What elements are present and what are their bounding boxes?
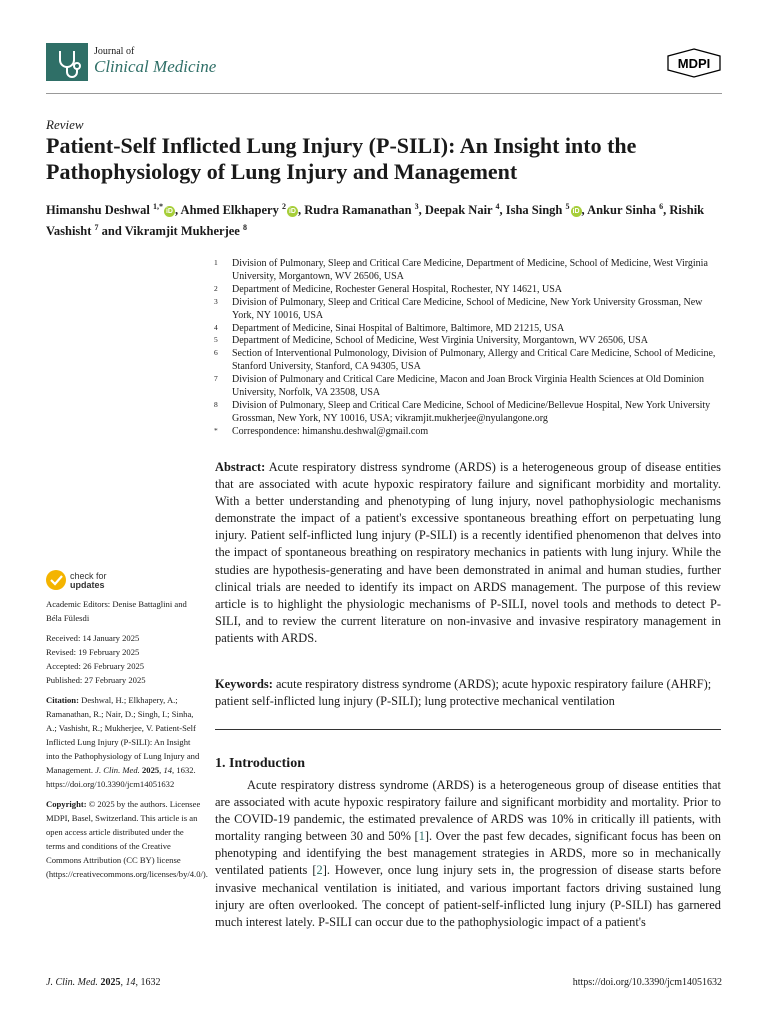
intro-text-2: ]. Over the past few decades, significant focus has been on phenotyping and identifying the best management strategies in ARDS, more so in mechanically ventilated patients [ — [215, 829, 721, 878]
affiliation-number: 3 — [214, 296, 218, 306]
citation-link-2[interactable]: 2 — [316, 863, 323, 878]
affiliation-number: 4 — [214, 322, 218, 332]
author-name[interactable]: Vikramjit Mukherjee $^8$ — [124, 223, 247, 239]
affiliation-item — [214, 284, 724, 297]
author-affiliation-marker: 1,* — [152, 202, 163, 211]
article-title: Patient-Self Inflicted Lung Injury (P-SILI): An Insight into the Pathophysiology of Lung Injury and Management — [46, 133, 637, 184]
publisher-logo[interactable] — [666, 48, 722, 78]
author-affiliation-marker: 3 — [414, 202, 419, 211]
affiliation-text: Division of Pulmonary, Sleep and Critical Care Medicine, School of Medicine, New York University Grossman, New York, NY 10016, USA — [232, 296, 703, 321]
mdpi-logo-icon — [666, 48, 722, 78]
keywords-label: Keywords: — [215, 677, 273, 691]
citation-doi[interactable]: 1632. https://doi.org/10.3390/jcm14051632 — [46, 765, 196, 789]
affiliation-item — [214, 297, 724, 323]
journal-name: Clinical Medicine — [94, 57, 217, 76]
affiliation-list — [214, 258, 724, 439]
check-updates-top: check for — [70, 571, 107, 581]
copyright-text: © 2025 by the authors. Licensee MDPI, Basel, Switzerland. This article is an open access article distributed under the terms and conditions of the Creative Commons Attribution (CC BY) license (https://creativecommons.org/licenses/by/4.0/). — [46, 799, 208, 879]
author-affiliation-marker: 5 — [565, 202, 570, 211]
check-for-updates-button[interactable] — [46, 569, 126, 591]
section-divider — [215, 729, 721, 730]
affiliation-item — [214, 426, 724, 439]
author-name[interactable]: Rishik Vashisht $^7$ — [46, 203, 705, 239]
affiliation-item — [214, 323, 724, 336]
citation-link-1[interactable]: 1 — [418, 829, 425, 844]
check-updates-icon — [46, 569, 126, 591]
article-type: Review — [46, 117, 84, 132]
affiliation-number: 1 — [214, 258, 218, 267]
affiliation-number: 5 — [214, 335, 218, 345]
received-date: Received: 14 January 2025 — [46, 633, 140, 643]
citation-journal: J. Clin. Med. — [95, 765, 140, 775]
affiliation-number: 7 — [214, 374, 218, 384]
citation-year: 2025 — [141, 765, 160, 775]
affiliation-text: Department of Medicine, School of Medicine, West Virginia University, Morgantown, WV 26506, USA — [232, 335, 648, 347]
citation-label: Citation: — [46, 695, 79, 705]
affiliation-text: Section of Interventional Pulmonology, Division of Pulmonary, Allergy and Critical Care Medicine, School of Medicine, Stanford University, Stanford, CA 94305, USA — [232, 348, 716, 373]
affiliation-number: * — [214, 425, 218, 435]
accepted-date: Accepted: 26 February 2025 — [46, 661, 145, 671]
affiliation-text: Department of Medicine, Sinai Hospital of Baltimore, Baltimore, MD 21215, USA — [232, 322, 565, 334]
author-name[interactable]: Deepak Nair $^4$ — [424, 202, 500, 218]
affiliation-text: Division of Pulmonary, Sleep and Critical Care Medicine, Department of Medicine, School of Medicine, West Virginia University, Morgantown, WV 26506, USA — [232, 258, 708, 282]
orcid-icon[interactable]: iD — [288, 207, 296, 215]
keywords-text: acute respiratory distress syndrome (ARDS); acute hypoxic respiratory failure (AHRF); patient self-inflicted lung injury (P-SILI); lung protective mechanical ventilation — [215, 677, 712, 709]
affiliation-item — [214, 335, 724, 348]
affiliation-item — [214, 400, 724, 426]
orcid-icon[interactable]: iD — [165, 207, 173, 215]
intro-text-3: ]. However, once lung injury sets in, the progression of disease starts before invasive mechanical ventilation is initiated, and various important factors driving sustained lung injury are often overlooked. The concept of patient-self-inflicted lung injury (P-SILI) has garnered much interest lately. P-SILI can occur due to the pathophysiologic impact of a patient's — [215, 863, 721, 929]
check-updates-bottom: updates — [70, 580, 105, 590]
author-affiliation-marker: 8 — [242, 223, 247, 233]
author-affiliation-marker: 4 — [495, 202, 500, 211]
journal-of-label: Journal of — [94, 46, 135, 57]
affiliation-number: 6 — [214, 348, 218, 358]
citation-block: Citation: Deshwal, H.; Elkhapery, A.; Ramanathan, R.; Nair, D.; Singh, I.; Sinha, A.; Vashisht, R.; Mukherjee, V. Patient-Self Inflicted Lung Injury (P-SILI): An Insight into the Pathophysiology of Lung Injury and Management. J. Clin. Med. 2025, 14, 1632. https://doi.org/10.3390/jcm14051632 — [46, 695, 200, 789]
affiliation-text: Department of Medicine, Rochester General Hospital, Rochester, NY 14621, USA — [232, 283, 562, 295]
affiliation-number: 2 — [214, 283, 218, 293]
author-affiliation-marker: 2 — [281, 202, 286, 211]
footer-citation: J. Clin. Med. 2025, 14, 1632 — [46, 977, 161, 988]
orcid-icon[interactable]: iD — [572, 207, 580, 215]
affiliation-text: Division of Pulmonary, Sleep and Critical Care Medicine, School of Medicine/Bellevue Hospital, New York University Grossman, New York, NY 10016, USA; vikramjit.mukherjee@nyulangone.org — [232, 399, 711, 424]
author-name[interactable]: Ahmed Elkhapery $^2$ — [180, 202, 286, 218]
author-name[interactable]: Isha Singh $^5$ — [505, 202, 570, 218]
copyright-block — [46, 797, 208, 881]
affiliation-text: Division of Pulmonary and Critical Care Medicine, Macon and Joan Brock Virginia Health Sciences at Old Dominion University, Norfolk, VA 23508, USA — [232, 374, 704, 399]
intro-paragraph — [215, 777, 721, 931]
intro-text-1: Acute respiratory distress syndrome (ARDS) is a heterogeneous group of disease entities that are associated with acute hypoxic respiratory failure and significant morbidity and mortality. Prior to the COVID-19 pandemic, the estimated prevalence of ARDS was 10% in critically ill patients, with mortality ranging between 30 and 50% [ — [215, 778, 721, 844]
footer-article-number: 1632 — [140, 977, 161, 988]
author-name[interactable]: Himanshu Deshwal $^{1,*}$ — [46, 202, 163, 218]
affiliation-item — [214, 258, 724, 284]
footer-journal: J. Clin. Med. — [46, 977, 98, 988]
publisher-name: MDPI — [677, 56, 711, 71]
author-affiliation-marker: 6 — [659, 202, 664, 211]
published-date: Published: 27 February 2025 — [46, 675, 146, 685]
section-heading: 1. Introduction — [215, 756, 305, 771]
author-name[interactable]: Ankur Sinha $^6$ — [587, 202, 664, 218]
citation-text: Deshwal, H.; Elkhapery, A.; Ramanathan, R.; Nair, D.; Singh, I.; Sinha, A.; Vashisht, R.; Mukherjee, V. Patient-Self Inflicted Lung Injury (P-SILI): An Insight into the Pathophysiology of Lung Injury and Management. — [46, 695, 200, 775]
affiliation-text: Correspondence: himanshu.deshwal@gmail.com — [232, 425, 429, 437]
citation-volume: 14 — [163, 765, 173, 775]
footer-doi[interactable]: https://doi.org/10.3390/jcm14051632 — [572, 977, 722, 988]
author-list: Himanshu Deshwal $^{1,*}$iD , Ahmed Elkhapery $^2$iD , Rudra Ramanathan $^3$, Deepak Nair $^4$, Isha Singh $^5$iD , Ankur Sinha $^6$, Rishik Vashisht $^7$ and Vikramjit Mukherjee $^8$ — [46, 202, 705, 239]
abstract-text: Acute respiratory distress syndrome (ARDS) is a heterogeneous group of disease entities that are associated with acute hypoxic respiratory failure and significant morbidity and mortality. With a better understanding and phenotyping of lung injury, novel pathophysiologic mechanisms demonstrate the impact of a patient's excessive spontaneous breathing effort on perpetuating lung injury. Patient self-inflicted lung injury (P-SILI) is a recently identified phenomenon that delves into the impact of spontaneous breathing on respiratory mechanics in patients with lung injury. While the studies are hypothesis-generating and have been demonstrated in animal and human studies, further clinical trials are needed to identify its impact on ARDS management. The purpose of this review article is to highlight the physiologic mechanisms of P-SILI, novel tools and methods to detect P-SILI, and to review the current literature on non-invasive and invasive respiratory management in patients with ARDS. — [215, 460, 721, 645]
revised-date: Revised: 19 February 2025 — [46, 647, 140, 657]
academic-editors: Academic Editors: Denise Battaglini and Béla Fülesdi — [46, 599, 187, 623]
abstract — [215, 459, 721, 647]
header-divider — [46, 93, 722, 94]
author-affiliation-marker: 7 — [94, 223, 99, 233]
author-name[interactable]: Rudra Ramanathan $^3$ — [304, 202, 419, 218]
copyright-label: Copyright: — [46, 799, 87, 809]
footer-volume: 14 — [125, 977, 136, 988]
stethoscope-icon — [46, 43, 88, 81]
affiliation-number: 8 — [214, 399, 218, 409]
affiliation-item — [214, 374, 724, 400]
footer-year: 2025 — [100, 977, 121, 988]
affiliation-item — [214, 348, 724, 374]
journal-logo — [46, 43, 88, 81]
keywords — [215, 676, 721, 710]
sidebar — [46, 597, 208, 887]
abstract-label: Abstract: — [215, 460, 266, 474]
